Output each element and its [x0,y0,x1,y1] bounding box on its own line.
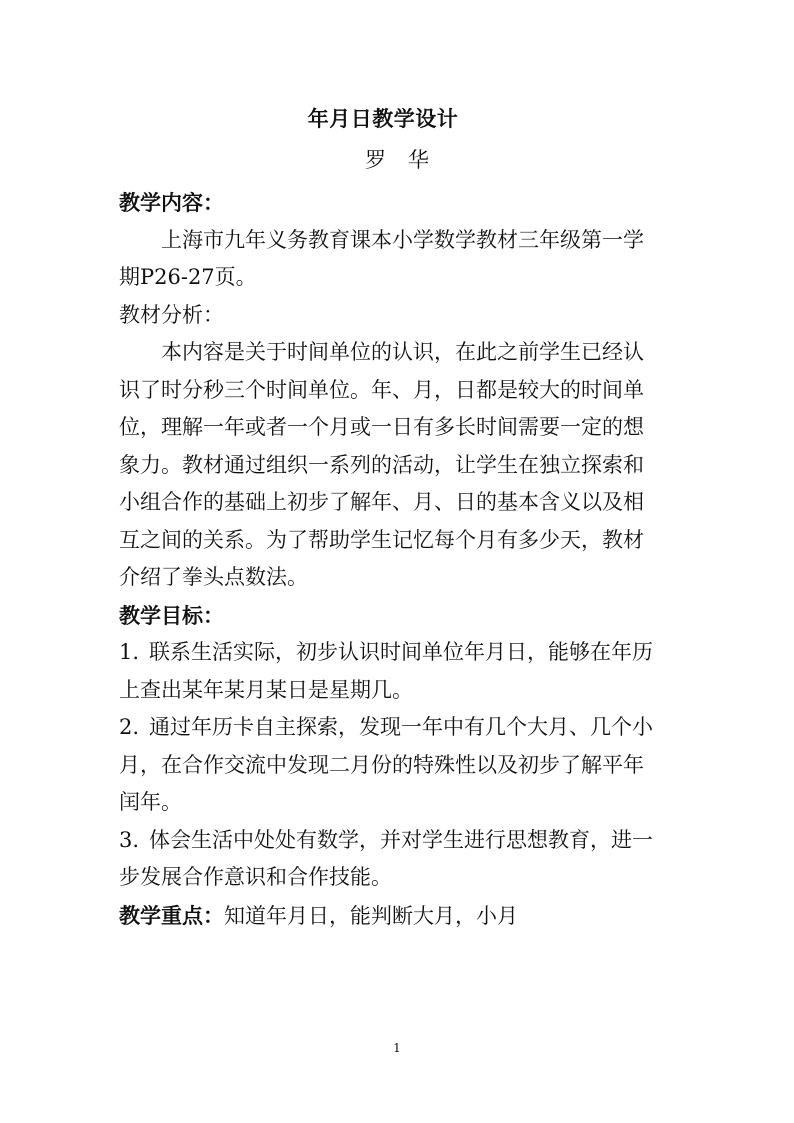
key-heading: 教学重点： [119,902,224,928]
author-text: 罗华 [365,148,451,172]
goal-number: 2. [119,715,140,739]
author-name [0,145,794,175]
document-title [0,104,794,134]
goal-number: 1. [119,640,140,664]
key-text: 知道年月日，能判断大月，小月 [224,903,518,928]
content-heading: 教学内容： [119,190,224,215]
goal-text: 联系生活实际，初步认识时间单位年月日，能够在年历上查出某年某月某日是星期几。 [119,640,654,702]
goal-number: 3. [119,827,140,852]
goal-text: 通过年历卡自主探索，发现一年中有几个大月、几个小月，在合作交流中发现二月份的特殊性以及初步了解平年闰年。 [119,715,654,814]
goal-item-2 [119,709,659,822]
page-number: 1 [393,1041,401,1055]
document-body [119,184,659,935]
content-paragraph: 上海市九年义务教育课本小学数学教材三年级第一学期P26-27页。 [119,227,644,289]
goal-item-3 [119,822,659,897]
goals-heading: 教学目标： [119,602,224,628]
analysis-paragraph: 本内容是关于时间单位的认识，在此之前学生已经认识了时分秒三个时间单位。年、月，日都是较大的时间单位，理解一年或者一个月或一日有多长时间需要一定的想象力。教材通过组织一系列的活动，让学生在独立探索和小组合作的基础上初步了解年、月、日的基本含义以及相互之间的关系。为了帮助学生记忆每个月有多少天，教材介绍了拳头点数法。 [119,340,644,589]
key-point-line [119,897,659,936]
goal-text: 体会生活中处处有数学，并对学生进行思想教育，进一步发展合作意识和合作技能。 [119,827,654,889]
analysis-heading: 教材分析： [119,302,224,327]
title-text: 年月日教学设计 [307,106,459,131]
goal-item-1 [119,634,659,709]
